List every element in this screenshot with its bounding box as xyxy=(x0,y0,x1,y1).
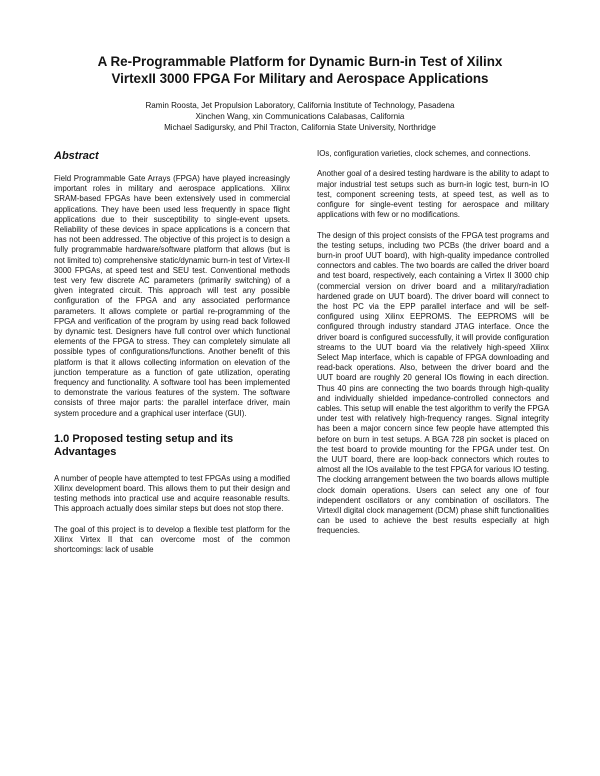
right-paragraph-1: IOs, configuration varieties, clock schemes, and connections. xyxy=(317,149,531,158)
left-column xyxy=(54,150,290,566)
right-paragraph-3: The design of this project consists of the FPGA test programs and the testing setups, including two PCBs (the driver board and a burn-in proof UUT board), with high-quality impedance controlled connectors and cables. The two boards are called the driver board and test board, respectively, each containing a Virtex II 3000 chip (commercial version on driver board and a military/radiation hardened grade on UUT board). The driver board will connect to the host PC via the EPP parallel interface and will be self-configured using Xilinx EEPROMS. The EEPROMS will be configured through industry standard JTAG interface. Once the driver board is configured successfully, it will provide configuration streams to the UUT board via the relatively high-speed Xilinx Select Map interface, which is capable of FPGA downloading and read-back operations. Also, between the driver board and the UUT board are roughly 20 general IOs flowing in each direction. Thus 40 pins are connecting the two boards through high-quality and individually shielded impedance-controlled connectors and cables. This setup will enable the test algorithm to verify the FPGA under test with relatively high-frequency ranges. Signal integrity has been a major concern since few people have attempted this before on burn in test setups. A BGA 728 pin socket is placed on the test board to provide mounting for the FPGA under test. On the UUT board, there are loop-back connectors which routes to almost all the IOs available to the test FPGA for various IO testing. The clocking arrangement between the two boards allows multiple clock domain operations. Users can select any one of four independent oscillators or any combination of oscillators. The VirtexII digital clock management (DCM) phase shift functionalities can be used to achieve the best results especially at high frequencies. xyxy=(317,230,549,536)
section-1-heading: 1.0 Proposed testing setup and its Advantages xyxy=(54,432,234,459)
author-line-3: Michael Sadigursky, and Phil Tracton, California State University, Northridge xyxy=(164,123,436,132)
section-1-paragraph-2: The goal of this project is to develop a flexible test platform for the Xilinx Virtex II that can overcome most of the common shortcomings: lack of usable xyxy=(54,524,290,555)
abstract-heading: Abstract xyxy=(54,150,99,162)
right-column xyxy=(317,149,549,547)
abstract-text: Field Programmable Gate Arrays (FPGA) have played increasingly important roles in military and aerospace applications. Xilinx SRAM-based FPGAs have been extensively used in commercial applications. They have been used less frequently in space flight applications due to their susceptibility to single-event upsets. Reliability of these devices in space applications is a concern that has not been addressed. The objective of this project is to design a fully programmable hardware/software platform that allows (but is not limited to) comprehensive static/dynamic burn-in test of Virtex-II 3000 FPGAs, at speed test and SEU test. Conventional methods test very few discrete AC parameters (primarily switching) of a given integrated circuit. This approach will test any possible configuration of the FPGA and any associated performance parameters. It allows complete or partial re-programming of the FPGA and verification of the program by using read back followed by dynamic test. Designers have full control over which functional elements of the FPGA to stress. They can completely simulate all possible types of configurations/functions. Another benefit of this platform is that it allows collecting information on elevation of the junction temperature as a function of gate utilization, operating frequency and functionality. A software tool has been implemented to demonstrate the various features of the system. The software consists of three major parts: the parallel interface driver, main system procedure and a graphical user interface (GUI). xyxy=(54,174,290,418)
section-1-paragraph-1: A number of people have attempted to test FPGAs using a modified Xilinx development board. This allows them to put their design and testing methods into practical use and acquire reasonable results. This approach actually does similar steps but does not stop there. xyxy=(54,473,290,514)
paper-title-line-1: A Re-Programmable Platform for Dynamic Burn-in Test of Xilinx xyxy=(97,54,503,69)
author-line-1: Ramin Roosta, Jet Propulsion Laboratory, California Institute of Technology, Pasadena xyxy=(145,101,455,110)
right-paragraph-2: Another goal of a desired testing hardware is the ability to adapt to major industrial test setups such as burn-in logic test, burn-in IO test, component screening tests, at speed test, as well as to configure for single-event testing for aerospace and military applications with few or no modifications. xyxy=(317,169,549,220)
author-line-2: Xinchen Wang, xin Communications Calabasas, California xyxy=(195,112,405,121)
paper-title-line-2: VirtexII 3000 FPGA For Military and Aerospace Applications xyxy=(111,71,489,86)
